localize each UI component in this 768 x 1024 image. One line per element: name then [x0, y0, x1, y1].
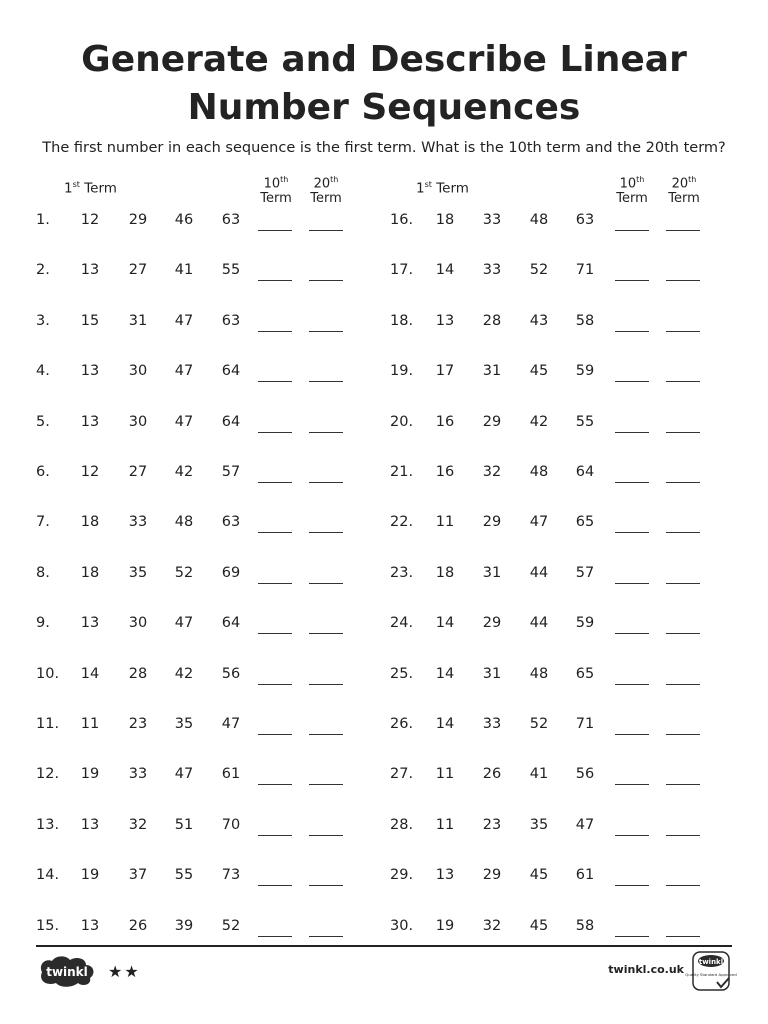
logo-text: twinkl — [46, 965, 88, 979]
twentieth-term-blank[interactable] — [666, 835, 700, 836]
question-number: 29. — [390, 867, 414, 884]
first-term-num: 1 — [64, 180, 73, 197]
sequence-row — [0, 918, 768, 942]
instructions: The first number in each sequence is the first term. What is the 10th term and the 20th term? — [42, 140, 726, 156]
term-value: 48 — [529, 464, 549, 480]
term-value: 28 — [128, 665, 148, 682]
term-value: 11 — [435, 514, 455, 531]
term-value: 27 — [128, 262, 148, 279]
term-value: 19 — [80, 766, 100, 783]
term-value: 43 — [529, 312, 549, 329]
tenth-term-blank[interactable] — [615, 482, 649, 483]
term-value: 16 — [435, 413, 455, 430]
term-value: 52 — [221, 917, 241, 934]
term-value: 71 — [575, 262, 595, 279]
question-number: 15. — [36, 917, 60, 934]
tenth-term-blank[interactable] — [615, 835, 649, 836]
term-value: 35 — [174, 716, 194, 732]
term-value: 63 — [575, 212, 595, 228]
quality-standard-badge — [685, 950, 737, 998]
tenth-term-header-left — [254, 172, 298, 206]
question-number: 14. — [36, 867, 60, 884]
col20-sup: th — [688, 175, 697, 184]
question-number: 12. — [36, 766, 60, 783]
sequence-row — [0, 313, 768, 337]
term-value: 31 — [128, 312, 148, 329]
term-value: 70 — [221, 816, 241, 833]
term-value: 45 — [529, 917, 549, 934]
term-value: 14 — [435, 262, 455, 279]
tenth-term-blank[interactable] — [615, 633, 649, 634]
tenth-term-blank[interactable] — [615, 381, 649, 382]
sequence-row — [0, 867, 768, 891]
col10-word: Term — [616, 191, 648, 207]
sequence-row — [0, 212, 768, 236]
col20-word: Term — [668, 191, 700, 207]
badge-brand: twinkl — [698, 958, 724, 966]
term-value: 14 — [435, 716, 455, 732]
twentieth-term-blank[interactable] — [666, 784, 700, 785]
sequence-row — [0, 363, 768, 387]
col10-word: Term — [260, 191, 292, 207]
term-value: 64 — [221, 615, 241, 632]
term-value: 58 — [575, 917, 595, 934]
term-value: 37 — [128, 867, 148, 884]
col10-sup: th — [636, 175, 645, 184]
term-value: 12 — [80, 212, 100, 228]
term-value: 29 — [128, 212, 148, 228]
tenth-term-blank[interactable] — [615, 280, 649, 281]
term-value: 33 — [482, 716, 502, 732]
first-term-word: Term — [84, 180, 117, 197]
term-value: 13 — [80, 816, 100, 833]
sequence-row — [0, 414, 768, 438]
term-value: 14 — [435, 615, 455, 632]
term-value: 18 — [435, 212, 455, 228]
term-value: 42 — [529, 413, 549, 430]
term-value: 29 — [482, 867, 502, 884]
term-value: 58 — [575, 312, 595, 329]
term-value: 55 — [575, 413, 595, 430]
term-value: 44 — [529, 615, 549, 632]
col10-num: 10 — [619, 176, 637, 192]
tenth-term-blank[interactable] — [615, 532, 649, 533]
term-value: 17 — [435, 363, 455, 380]
twentieth-term-blank[interactable] — [666, 734, 700, 735]
question-number: 20. — [390, 413, 414, 430]
term-value: 47 — [174, 363, 194, 380]
question-number: 18. — [390, 312, 414, 329]
page-title — [0, 36, 768, 132]
term-value: 11 — [435, 766, 455, 783]
sequence-row — [0, 565, 768, 589]
website-link[interactable]: twinkl.co.uk — [608, 963, 684, 976]
question-number: 6. — [36, 464, 50, 480]
sequence-row — [0, 514, 768, 538]
term-value: 52 — [529, 262, 549, 279]
question-number: 1. — [36, 212, 50, 228]
term-value: 19 — [435, 917, 455, 934]
term-value: 42 — [174, 464, 194, 480]
term-value: 64 — [575, 464, 595, 480]
sequence-row — [0, 716, 768, 740]
term-value: 64 — [221, 413, 241, 430]
term-value: 18 — [80, 514, 100, 531]
term-value: 14 — [80, 665, 100, 682]
term-value: 63 — [221, 212, 241, 228]
term-value: 45 — [529, 363, 549, 380]
tenth-term-blank[interactable] — [615, 684, 649, 685]
twentieth-term-blank[interactable] — [666, 280, 700, 281]
term-value: 39 — [174, 917, 194, 934]
term-value: 14 — [435, 665, 455, 682]
question-number: 2. — [36, 262, 50, 279]
col20-sup: th — [330, 175, 339, 184]
sequence-row — [0, 666, 768, 690]
term-value: 47 — [174, 615, 194, 632]
term-value: 27 — [128, 464, 148, 480]
first-term-num: 1 — [416, 180, 425, 197]
question-number: 13. — [36, 816, 60, 833]
term-value: 33 — [128, 514, 148, 531]
term-value: 23 — [482, 816, 502, 833]
term-value: 48 — [174, 514, 194, 531]
term-value: 12 — [80, 464, 100, 480]
col10-num: 10 — [263, 176, 281, 192]
twentieth-term-blank[interactable] — [666, 885, 700, 886]
term-value: 33 — [128, 766, 148, 783]
tenth-term-blank[interactable] — [615, 734, 649, 735]
question-number: 16. — [390, 212, 414, 228]
col20-word: Term — [310, 191, 342, 207]
term-value: 26 — [128, 917, 148, 934]
first-term-word: Term — [436, 180, 469, 197]
term-value: 56 — [221, 665, 241, 682]
sequence-row — [0, 464, 768, 488]
term-value: 32 — [482, 464, 502, 480]
term-value: 41 — [529, 766, 549, 783]
term-value: 47 — [221, 716, 241, 732]
first-term-header-right — [416, 180, 469, 197]
tenth-term-blank[interactable] — [615, 885, 649, 886]
sequence-row — [0, 817, 768, 841]
term-value: 47 — [529, 514, 549, 531]
question-number: 23. — [390, 564, 414, 581]
term-value: 59 — [575, 615, 595, 632]
tenth-term-blank[interactable] — [615, 331, 649, 332]
term-value: 61 — [221, 766, 241, 783]
col20-num: 20 — [671, 176, 689, 192]
question-number: 8. — [36, 564, 50, 581]
title-line-1: Generate and Describe Linear — [81, 39, 687, 80]
twentieth-term-blank[interactable] — [666, 684, 700, 685]
tenth-term-blank[interactable] — [615, 432, 649, 433]
term-value: 57 — [575, 564, 595, 581]
term-value: 31 — [482, 665, 502, 682]
term-value: 29 — [482, 413, 502, 430]
question-number: 5. — [36, 413, 50, 430]
term-value: 57 — [221, 464, 241, 480]
term-value: 45 — [529, 867, 549, 884]
twentieth-term-blank[interactable] — [666, 936, 700, 937]
term-value: 15 — [80, 312, 100, 329]
term-value: 73 — [221, 867, 241, 884]
term-value: 29 — [482, 514, 502, 531]
question-number: 25. — [390, 665, 414, 682]
term-value: 52 — [174, 564, 194, 581]
col20-num: 20 — [313, 176, 331, 192]
tenth-term-blank[interactable] — [615, 230, 649, 231]
term-value: 32 — [128, 816, 148, 833]
term-value: 55 — [174, 867, 194, 884]
question-number: 26. — [390, 716, 414, 732]
term-value: 11 — [80, 716, 100, 732]
term-value: 19 — [80, 867, 100, 884]
term-value: 13 — [80, 363, 100, 380]
term-value: 11 — [435, 816, 455, 833]
term-value: 32 — [482, 917, 502, 934]
term-value: 65 — [575, 514, 595, 531]
twentieth-term-header-left — [304, 172, 348, 206]
term-value: 26 — [482, 766, 502, 783]
badge-text: Quality Standard Approved — [685, 972, 737, 977]
term-value: 44 — [529, 564, 549, 581]
question-number: 3. — [36, 312, 50, 329]
term-value: 42 — [174, 665, 194, 682]
twentieth-term-blank[interactable] — [666, 633, 700, 634]
question-number: 11. — [36, 716, 60, 732]
first-term-sup: st — [424, 180, 432, 189]
question-number: 9. — [36, 615, 50, 632]
term-value: 28 — [482, 312, 502, 329]
sequence-row — [0, 262, 768, 286]
term-value: 71 — [575, 716, 595, 732]
question-number: 17. — [390, 262, 414, 279]
term-value: 46 — [174, 212, 194, 228]
tenth-term-blank[interactable] — [615, 583, 649, 584]
term-value: 23 — [128, 716, 148, 732]
term-value: 31 — [482, 564, 502, 581]
question-number: 24. — [390, 615, 414, 632]
term-value: 69 — [221, 564, 241, 581]
term-value: 30 — [128, 615, 148, 632]
sequence-row — [0, 766, 768, 790]
first-term-header-left — [64, 180, 117, 197]
term-value: 55 — [221, 262, 241, 279]
term-value: 13 — [80, 413, 100, 430]
tenth-term-header-right — [610, 172, 654, 206]
term-value: 30 — [128, 413, 148, 430]
term-value: 13 — [80, 917, 100, 934]
term-value: 47 — [174, 312, 194, 329]
question-number: 21. — [390, 464, 414, 480]
term-value: 13 — [435, 312, 455, 329]
question-number: 22. — [390, 514, 414, 531]
term-value: 48 — [529, 212, 549, 228]
term-value: 65 — [575, 665, 595, 682]
term-value: 33 — [482, 262, 502, 279]
term-value: 13 — [435, 867, 455, 884]
term-value: 47 — [174, 766, 194, 783]
term-value: 31 — [482, 363, 502, 380]
term-value: 64 — [221, 363, 241, 380]
term-value: 48 — [529, 665, 549, 682]
term-value: 30 — [128, 363, 148, 380]
rating-stars: ★★ — [108, 962, 141, 981]
title-line-2: Number Sequences — [187, 87, 581, 128]
twentieth-term-header-right — [662, 172, 706, 206]
footer-divider — [36, 945, 732, 947]
term-value: 29 — [482, 615, 502, 632]
question-number: 30. — [390, 917, 414, 934]
question-number: 10. — [36, 665, 60, 682]
term-value: 35 — [529, 816, 549, 833]
term-value: 18 — [435, 564, 455, 581]
question-number: 7. — [36, 514, 50, 531]
term-value: 52 — [529, 716, 549, 732]
twentieth-term-blank[interactable] — [666, 482, 700, 483]
term-value: 63 — [221, 312, 241, 329]
question-number: 28. — [390, 816, 414, 833]
col10-sup: th — [280, 175, 289, 184]
term-value: 16 — [435, 464, 455, 480]
question-number: 27. — [390, 766, 414, 783]
twentieth-term-blank[interactable] — [666, 331, 700, 332]
twentieth-term-blank[interactable] — [666, 432, 700, 433]
term-value: 13 — [80, 615, 100, 632]
tenth-term-blank[interactable] — [615, 936, 649, 937]
term-value: 51 — [174, 816, 194, 833]
question-number: 19. — [390, 363, 414, 380]
sequence-row — [0, 615, 768, 639]
term-value: 13 — [80, 262, 100, 279]
twentieth-term-blank[interactable] — [666, 583, 700, 584]
term-value: 47 — [174, 413, 194, 430]
twentieth-term-blank[interactable] — [666, 532, 700, 533]
twentieth-term-blank[interactable] — [666, 381, 700, 382]
term-value: 59 — [575, 363, 595, 380]
term-value: 35 — [128, 564, 148, 581]
question-number: 4. — [36, 363, 50, 380]
term-value: 47 — [575, 816, 595, 833]
twentieth-term-blank[interactable] — [666, 230, 700, 231]
tenth-term-blank[interactable] — [615, 784, 649, 785]
term-value: 56 — [575, 766, 595, 783]
term-value: 18 — [80, 564, 100, 581]
term-value: 33 — [482, 212, 502, 228]
term-value: 41 — [174, 262, 194, 279]
term-value: 63 — [221, 514, 241, 531]
first-term-sup: st — [72, 180, 80, 189]
term-value: 61 — [575, 867, 595, 884]
twinkl-logo — [36, 954, 98, 992]
